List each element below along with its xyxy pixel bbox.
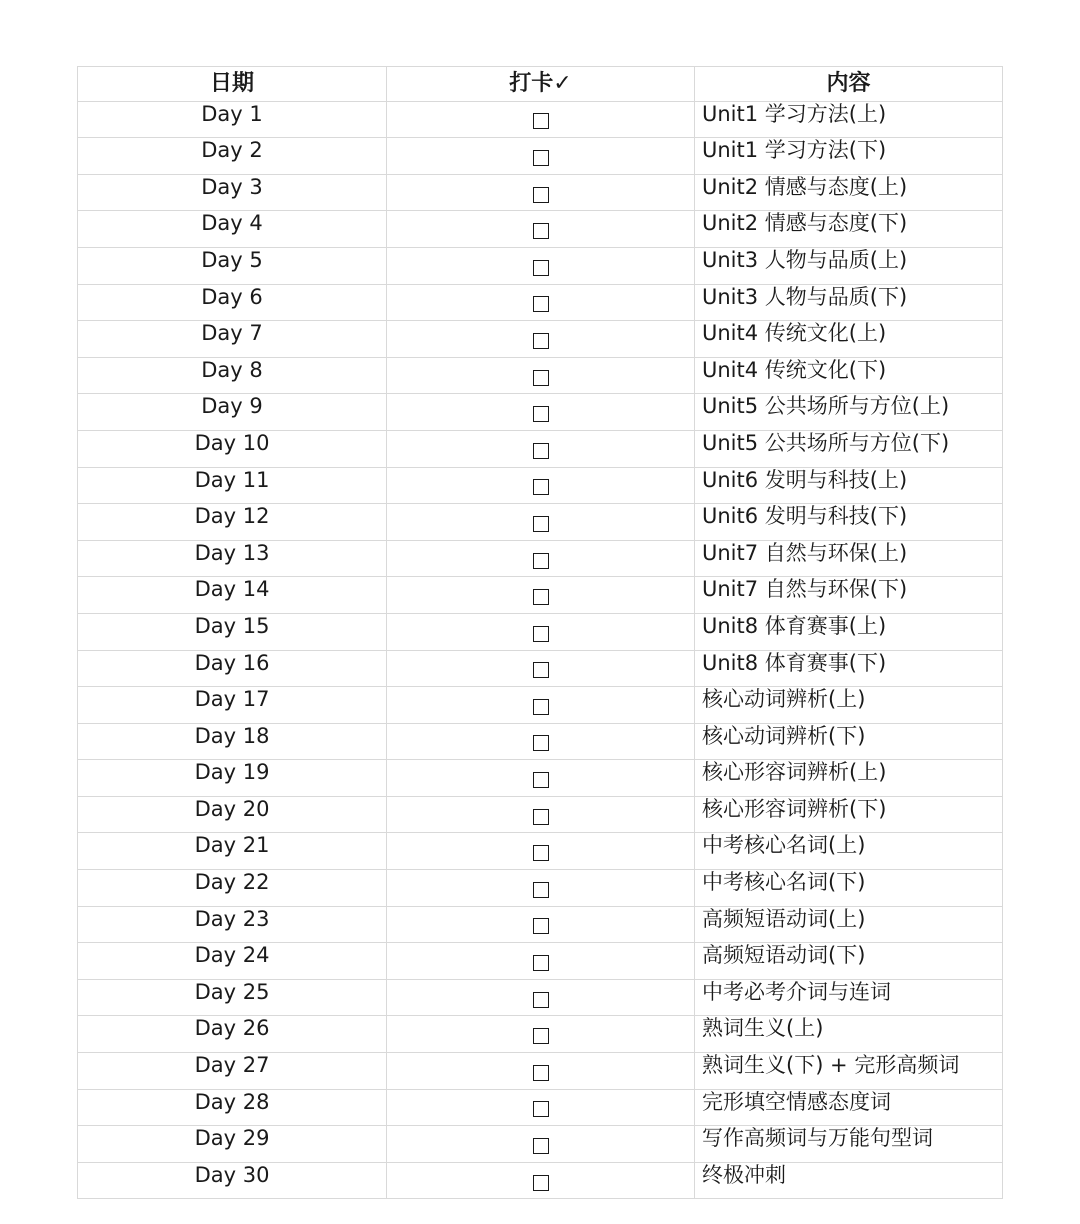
- checkin-cell: [387, 101, 695, 138]
- checkbox-icon[interactable]: [533, 1175, 549, 1191]
- table-row: [78, 101, 1003, 138]
- checkin-cell: [387, 174, 695, 211]
- day-cell: Day 22: [78, 870, 387, 907]
- checkin-cell: [387, 138, 695, 175]
- content-cell: 完形填空情感态度词: [695, 1089, 1003, 1126]
- day-cell: Day 29: [78, 1126, 387, 1163]
- table-row: [78, 1016, 1003, 1053]
- checkbox-icon[interactable]: [533, 479, 549, 495]
- checkbox-icon[interactable]: [533, 735, 549, 751]
- checkin-cell: [387, 650, 695, 687]
- content-cell: 中考核心名词(下): [695, 870, 1003, 907]
- content-cell: 终极冲刺: [695, 1162, 1003, 1199]
- checkbox-icon[interactable]: [533, 589, 549, 605]
- day-cell: Day 14: [78, 577, 387, 614]
- checkbox-icon[interactable]: [533, 296, 549, 312]
- checkbox-icon[interactable]: [533, 809, 549, 825]
- content-cell: 中考核心名词(上): [695, 833, 1003, 870]
- table-row: [78, 1089, 1003, 1126]
- content-cell: 熟词生义(下) + 完形高频词: [695, 1053, 1003, 1090]
- table-row: [78, 796, 1003, 833]
- checkin-cell: [387, 1053, 695, 1090]
- content-cell: 核心动词辨析(上): [695, 687, 1003, 724]
- checkbox-icon[interactable]: [533, 1065, 549, 1081]
- content-cell: Unit3 人物与品质(上): [695, 247, 1003, 284]
- checkin-cell: [387, 906, 695, 943]
- checkin-cell: [387, 687, 695, 724]
- table-row: [78, 357, 1003, 394]
- content-cell: Unit3 人物与品质(下): [695, 284, 1003, 321]
- checkin-cell: [387, 1162, 695, 1199]
- table-row: [78, 760, 1003, 797]
- table-row: [78, 1162, 1003, 1199]
- checkin-cell: [387, 357, 695, 394]
- content-cell: 高频短语动词(下): [695, 943, 1003, 980]
- checkbox-icon[interactable]: [533, 626, 549, 642]
- checkbox-icon[interactable]: [533, 955, 549, 971]
- table-row: [78, 1126, 1003, 1163]
- checkbox-icon[interactable]: [533, 333, 549, 349]
- checkin-cell: [387, 943, 695, 980]
- content-cell: Unit4 传统文化(上): [695, 321, 1003, 358]
- table-row: [78, 613, 1003, 650]
- checkin-cell: [387, 760, 695, 797]
- checkin-cell: [387, 613, 695, 650]
- table-row: [78, 394, 1003, 431]
- header-date: 日期: [78, 67, 387, 102]
- table-row: [78, 979, 1003, 1016]
- day-cell: Day 26: [78, 1016, 387, 1053]
- checkin-cell: [387, 211, 695, 248]
- content-cell: Unit5 公共场所与方位(下): [695, 430, 1003, 467]
- table-row: [78, 247, 1003, 284]
- content-cell: Unit2 情感与态度(上): [695, 174, 1003, 211]
- checkin-cell: [387, 247, 695, 284]
- day-cell: Day 8: [78, 357, 387, 394]
- table-row: [78, 430, 1003, 467]
- checkbox-icon[interactable]: [533, 992, 549, 1008]
- header-content: 内容: [695, 67, 1003, 102]
- table-row: [78, 138, 1003, 175]
- table-row: [78, 321, 1003, 358]
- checkbox-icon[interactable]: [533, 370, 549, 386]
- checkin-cell: [387, 796, 695, 833]
- day-cell: Day 1: [78, 101, 387, 138]
- checkin-cell: [387, 979, 695, 1016]
- day-cell: Day 3: [78, 174, 387, 211]
- table-row: [78, 174, 1003, 211]
- table-row: [78, 723, 1003, 760]
- table-row: [78, 284, 1003, 321]
- day-cell: Day 15: [78, 613, 387, 650]
- checkbox-icon[interactable]: [533, 662, 549, 678]
- checkbox-icon[interactable]: [533, 113, 549, 129]
- checkbox-icon[interactable]: [533, 882, 549, 898]
- day-cell: Day 6: [78, 284, 387, 321]
- content-cell: Unit1 学习方法(上): [695, 101, 1003, 138]
- checkbox-icon[interactable]: [533, 516, 549, 532]
- content-cell: Unit5 公共场所与方位(上): [695, 394, 1003, 431]
- day-cell: Day 24: [78, 943, 387, 980]
- checkbox-icon[interactable]: [533, 406, 549, 422]
- checkin-cell: [387, 504, 695, 541]
- day-cell: Day 13: [78, 540, 387, 577]
- header-row: [78, 67, 1003, 102]
- checkin-cell: [387, 723, 695, 760]
- table-row: [78, 833, 1003, 870]
- checkbox-icon[interactable]: [533, 845, 549, 861]
- day-cell: Day 4: [78, 211, 387, 248]
- day-cell: Day 11: [78, 467, 387, 504]
- table-row: [78, 211, 1003, 248]
- content-cell: Unit2 情感与态度(下): [695, 211, 1003, 248]
- day-cell: Day 17: [78, 687, 387, 724]
- checkbox-icon[interactable]: [533, 772, 549, 788]
- checkbox-icon[interactable]: [533, 187, 549, 203]
- table-row: [78, 577, 1003, 614]
- day-cell: Day 10: [78, 430, 387, 467]
- day-cell: Day 28: [78, 1089, 387, 1126]
- content-cell: Unit6 发明与科技(下): [695, 504, 1003, 541]
- checkbox-icon[interactable]: [533, 150, 549, 166]
- table-row: [78, 540, 1003, 577]
- day-cell: Day 21: [78, 833, 387, 870]
- checkbox-icon[interactable]: [533, 443, 549, 459]
- content-cell: Unit4 传统文化(下): [695, 357, 1003, 394]
- checkbox-icon[interactable]: [533, 1101, 549, 1117]
- content-cell: Unit7 自然与环保(上): [695, 540, 1003, 577]
- content-cell: 核心形容词辨析(上): [695, 760, 1003, 797]
- day-cell: Day 12: [78, 504, 387, 541]
- checkin-cell: [387, 1016, 695, 1053]
- day-cell: Day 16: [78, 650, 387, 687]
- table-row: [78, 467, 1003, 504]
- checkbox-icon[interactable]: [533, 918, 549, 934]
- day-cell: Day 30: [78, 1162, 387, 1199]
- table-row: [78, 1053, 1003, 1090]
- checkin-cell: [387, 321, 695, 358]
- study-schedule-table: [77, 66, 1003, 1199]
- table-header: [78, 67, 1003, 102]
- day-cell: Day 23: [78, 906, 387, 943]
- checkin-cell: [387, 394, 695, 431]
- table-row: [78, 687, 1003, 724]
- day-cell: Day 5: [78, 247, 387, 284]
- table-row: [78, 943, 1003, 980]
- checkbox-icon[interactable]: [533, 260, 549, 276]
- table-row: [78, 650, 1003, 687]
- content-cell: 核心动词辨析(下): [695, 723, 1003, 760]
- checkbox-icon[interactable]: [533, 553, 549, 569]
- content-cell: 中考必考介词与连词: [695, 979, 1003, 1016]
- day-cell: Day 7: [78, 321, 387, 358]
- table-body: [78, 101, 1003, 1199]
- checkbox-icon[interactable]: [533, 1138, 549, 1154]
- content-cell: Unit6 发明与科技(上): [695, 467, 1003, 504]
- checkbox-icon[interactable]: [533, 1028, 549, 1044]
- checkin-cell: [387, 870, 695, 907]
- table-row: [78, 906, 1003, 943]
- checkbox-icon[interactable]: [533, 223, 549, 239]
- day-cell: Day 27: [78, 1053, 387, 1090]
- checkin-cell: [387, 577, 695, 614]
- checkin-cell: [387, 1089, 695, 1126]
- content-cell: Unit8 体育赛事(下): [695, 650, 1003, 687]
- day-cell: Day 2: [78, 138, 387, 175]
- checkin-cell: [387, 833, 695, 870]
- content-cell: 熟词生义(上): [695, 1016, 1003, 1053]
- checkin-cell: [387, 467, 695, 504]
- day-cell: Day 20: [78, 796, 387, 833]
- checkin-cell: [387, 284, 695, 321]
- checkin-cell: [387, 540, 695, 577]
- checkbox-icon[interactable]: [533, 699, 549, 715]
- day-cell: Day 9: [78, 394, 387, 431]
- content-cell: 高频短语动词(上): [695, 906, 1003, 943]
- day-cell: Day 18: [78, 723, 387, 760]
- day-cell: Day 19: [78, 760, 387, 797]
- table-row: [78, 870, 1003, 907]
- content-cell: 核心形容词辨析(下): [695, 796, 1003, 833]
- content-cell: Unit8 体育赛事(上): [695, 613, 1003, 650]
- table-row: [78, 504, 1003, 541]
- content-cell: Unit1 学习方法(下): [695, 138, 1003, 175]
- day-cell: Day 25: [78, 979, 387, 1016]
- checkin-cell: [387, 1126, 695, 1163]
- content-cell: 写作高频词与万能句型词: [695, 1126, 1003, 1163]
- header-checkin: 打卡✓: [387, 67, 695, 102]
- checkin-cell: [387, 430, 695, 467]
- content-cell: Unit7 自然与环保(下): [695, 577, 1003, 614]
